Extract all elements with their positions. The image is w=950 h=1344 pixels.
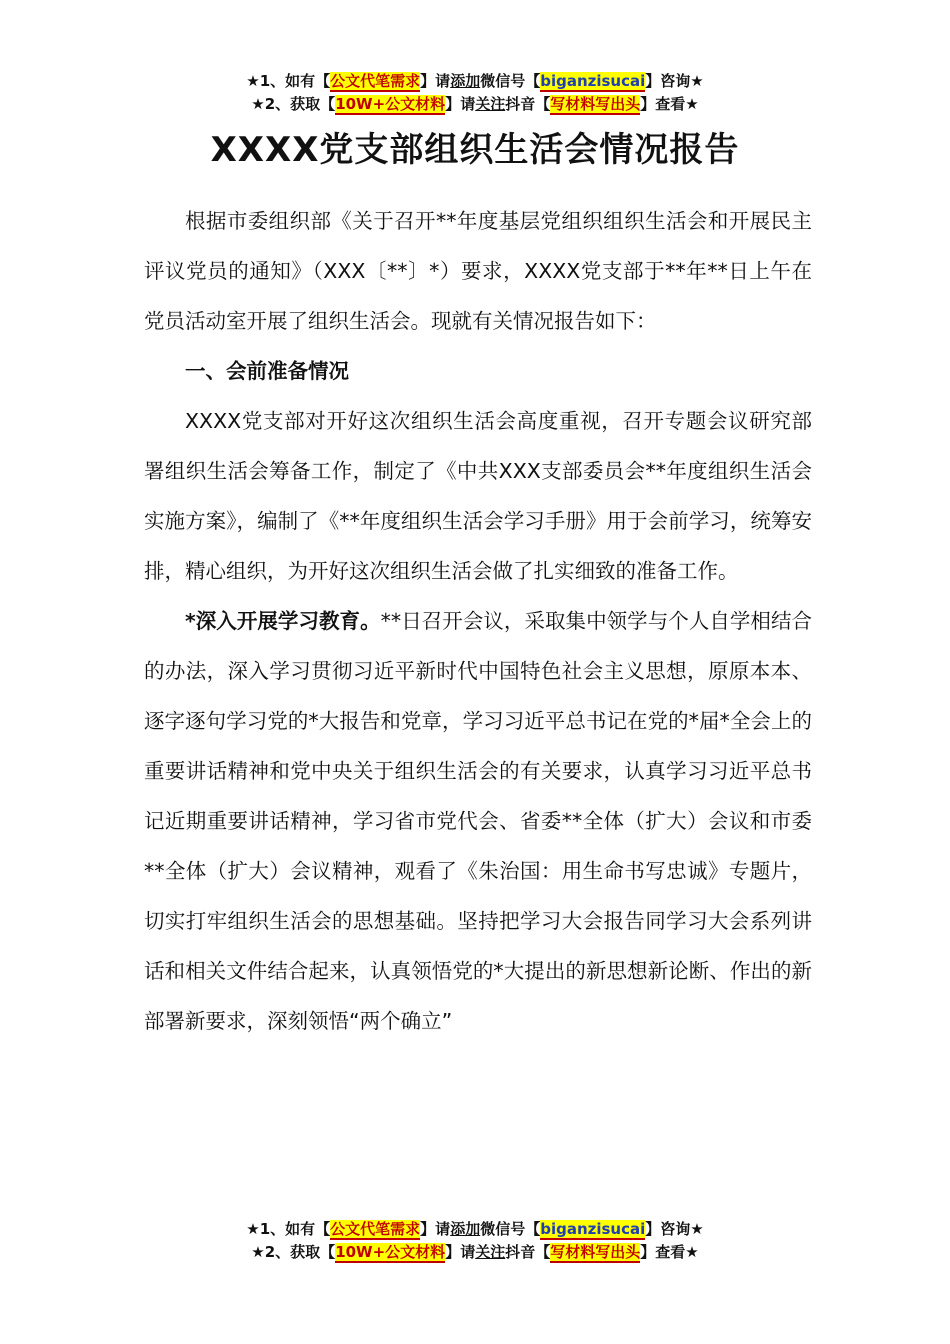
- intro-paragraph: 根据市委组织部《关于召开**年度基层党组织组织生活会和开展民主评议党员的通知》（XXX〔**〕*）要求，XXXX党支部于**年**日上午在党员活动室开展了组织生活会。现就有关情况报告如下：: [144, 209, 812, 333]
- promo-text: 】查看★: [640, 95, 699, 113]
- promo-highlight: 10W+公文材料: [335, 95, 446, 113]
- promo-text: 抖音【: [505, 1243, 551, 1261]
- promo-highlight: 公文代笔需求: [330, 1220, 421, 1238]
- promo-text: ★1、如有【: [246, 72, 331, 90]
- promo-line-1: [0, 1218, 950, 1241]
- study-lead: *深入开展学习教育。: [185, 609, 381, 633]
- promo-line-2: [0, 1241, 950, 1264]
- promo-text: 】请: [445, 1243, 476, 1261]
- section-heading: 一、会前准备情况: [185, 359, 349, 383]
- promo-highlight: 10W+公文材料: [335, 1243, 446, 1261]
- study-paragraph: [144, 596, 812, 1046]
- promo-text: ★1、如有【: [246, 1220, 331, 1238]
- document-title: XXXX党支部组织生活会情况报告: [210, 130, 740, 170]
- promo-text: 微信号【: [480, 1220, 541, 1238]
- promo-text: 关注: [475, 95, 506, 113]
- douyin-name: 写材料写出头: [550, 1243, 641, 1261]
- promo-banner-bottom: [0, 1218, 950, 1264]
- promo-text: 】请: [420, 1220, 451, 1238]
- douyin-name: 写材料写出头: [550, 95, 641, 113]
- wechat-id: biganzisucai: [540, 72, 646, 90]
- document-body: [144, 196, 812, 1046]
- promo-text: 添加: [450, 72, 481, 90]
- promo-text: 微信号【: [480, 72, 541, 90]
- promo-text: 】查看★: [640, 1243, 699, 1261]
- promo-text: 抖音【: [505, 95, 551, 113]
- promo-banner-top: [0, 70, 950, 116]
- wechat-id: biganzisucai: [540, 1220, 646, 1238]
- promo-line-1: [0, 70, 950, 93]
- promo-text: 关注: [475, 1243, 506, 1261]
- promo-text: 】请: [420, 72, 451, 90]
- preparation-paragraph: XXXX党支部对开好这次组织生活会高度重视，召开专题会议研究部署组织生活会筹备工作，制定了《中共XXX支部委员会**年度组织生活会实施方案》，编制了《**年度组织生活会学习手册》用于会前学习，统筹安排，精心组织，为开好这次组织生活会做了扎实细致的准备工作。: [144, 409, 812, 583]
- study-text: **日召开会议，采取集中领学与个人自学相结合的办法，深入学习贯彻习近平新时代中国特色社会主义思想，原原本本、逐字逐句学习党的*大报告和党章，学习习近平总书记在党的*届*全会上的重要讲话精神和党中央关于组织生活会的有关要求，认真学习习近平总书记近期重要讲话精神，学习省市党代会、省委**全体（扩大）会议和市委**全体（扩大）会议精神，观看了《朱治国：用生命书写忠诚》专题片，切实打牢组织生活会的思想基础。坚持把学习大会报告同学习大会系列讲话和相关文件结合起来，认真领悟党的*大提出的新思想新论断、作出的新部署新要求，深刻领悟“两个确立”: [144, 609, 812, 1033]
- promo-text: ★2、获取【: [251, 95, 336, 113]
- promo-text: 】请: [445, 95, 476, 113]
- promo-text: ★2、获取【: [251, 1243, 336, 1261]
- promo-text: 】咨询★: [645, 1220, 704, 1238]
- promo-text: 】咨询★: [645, 72, 704, 90]
- promo-text: 添加: [450, 1220, 481, 1238]
- promo-line-2: [0, 93, 950, 116]
- promo-highlight: 公文代笔需求: [330, 72, 421, 90]
